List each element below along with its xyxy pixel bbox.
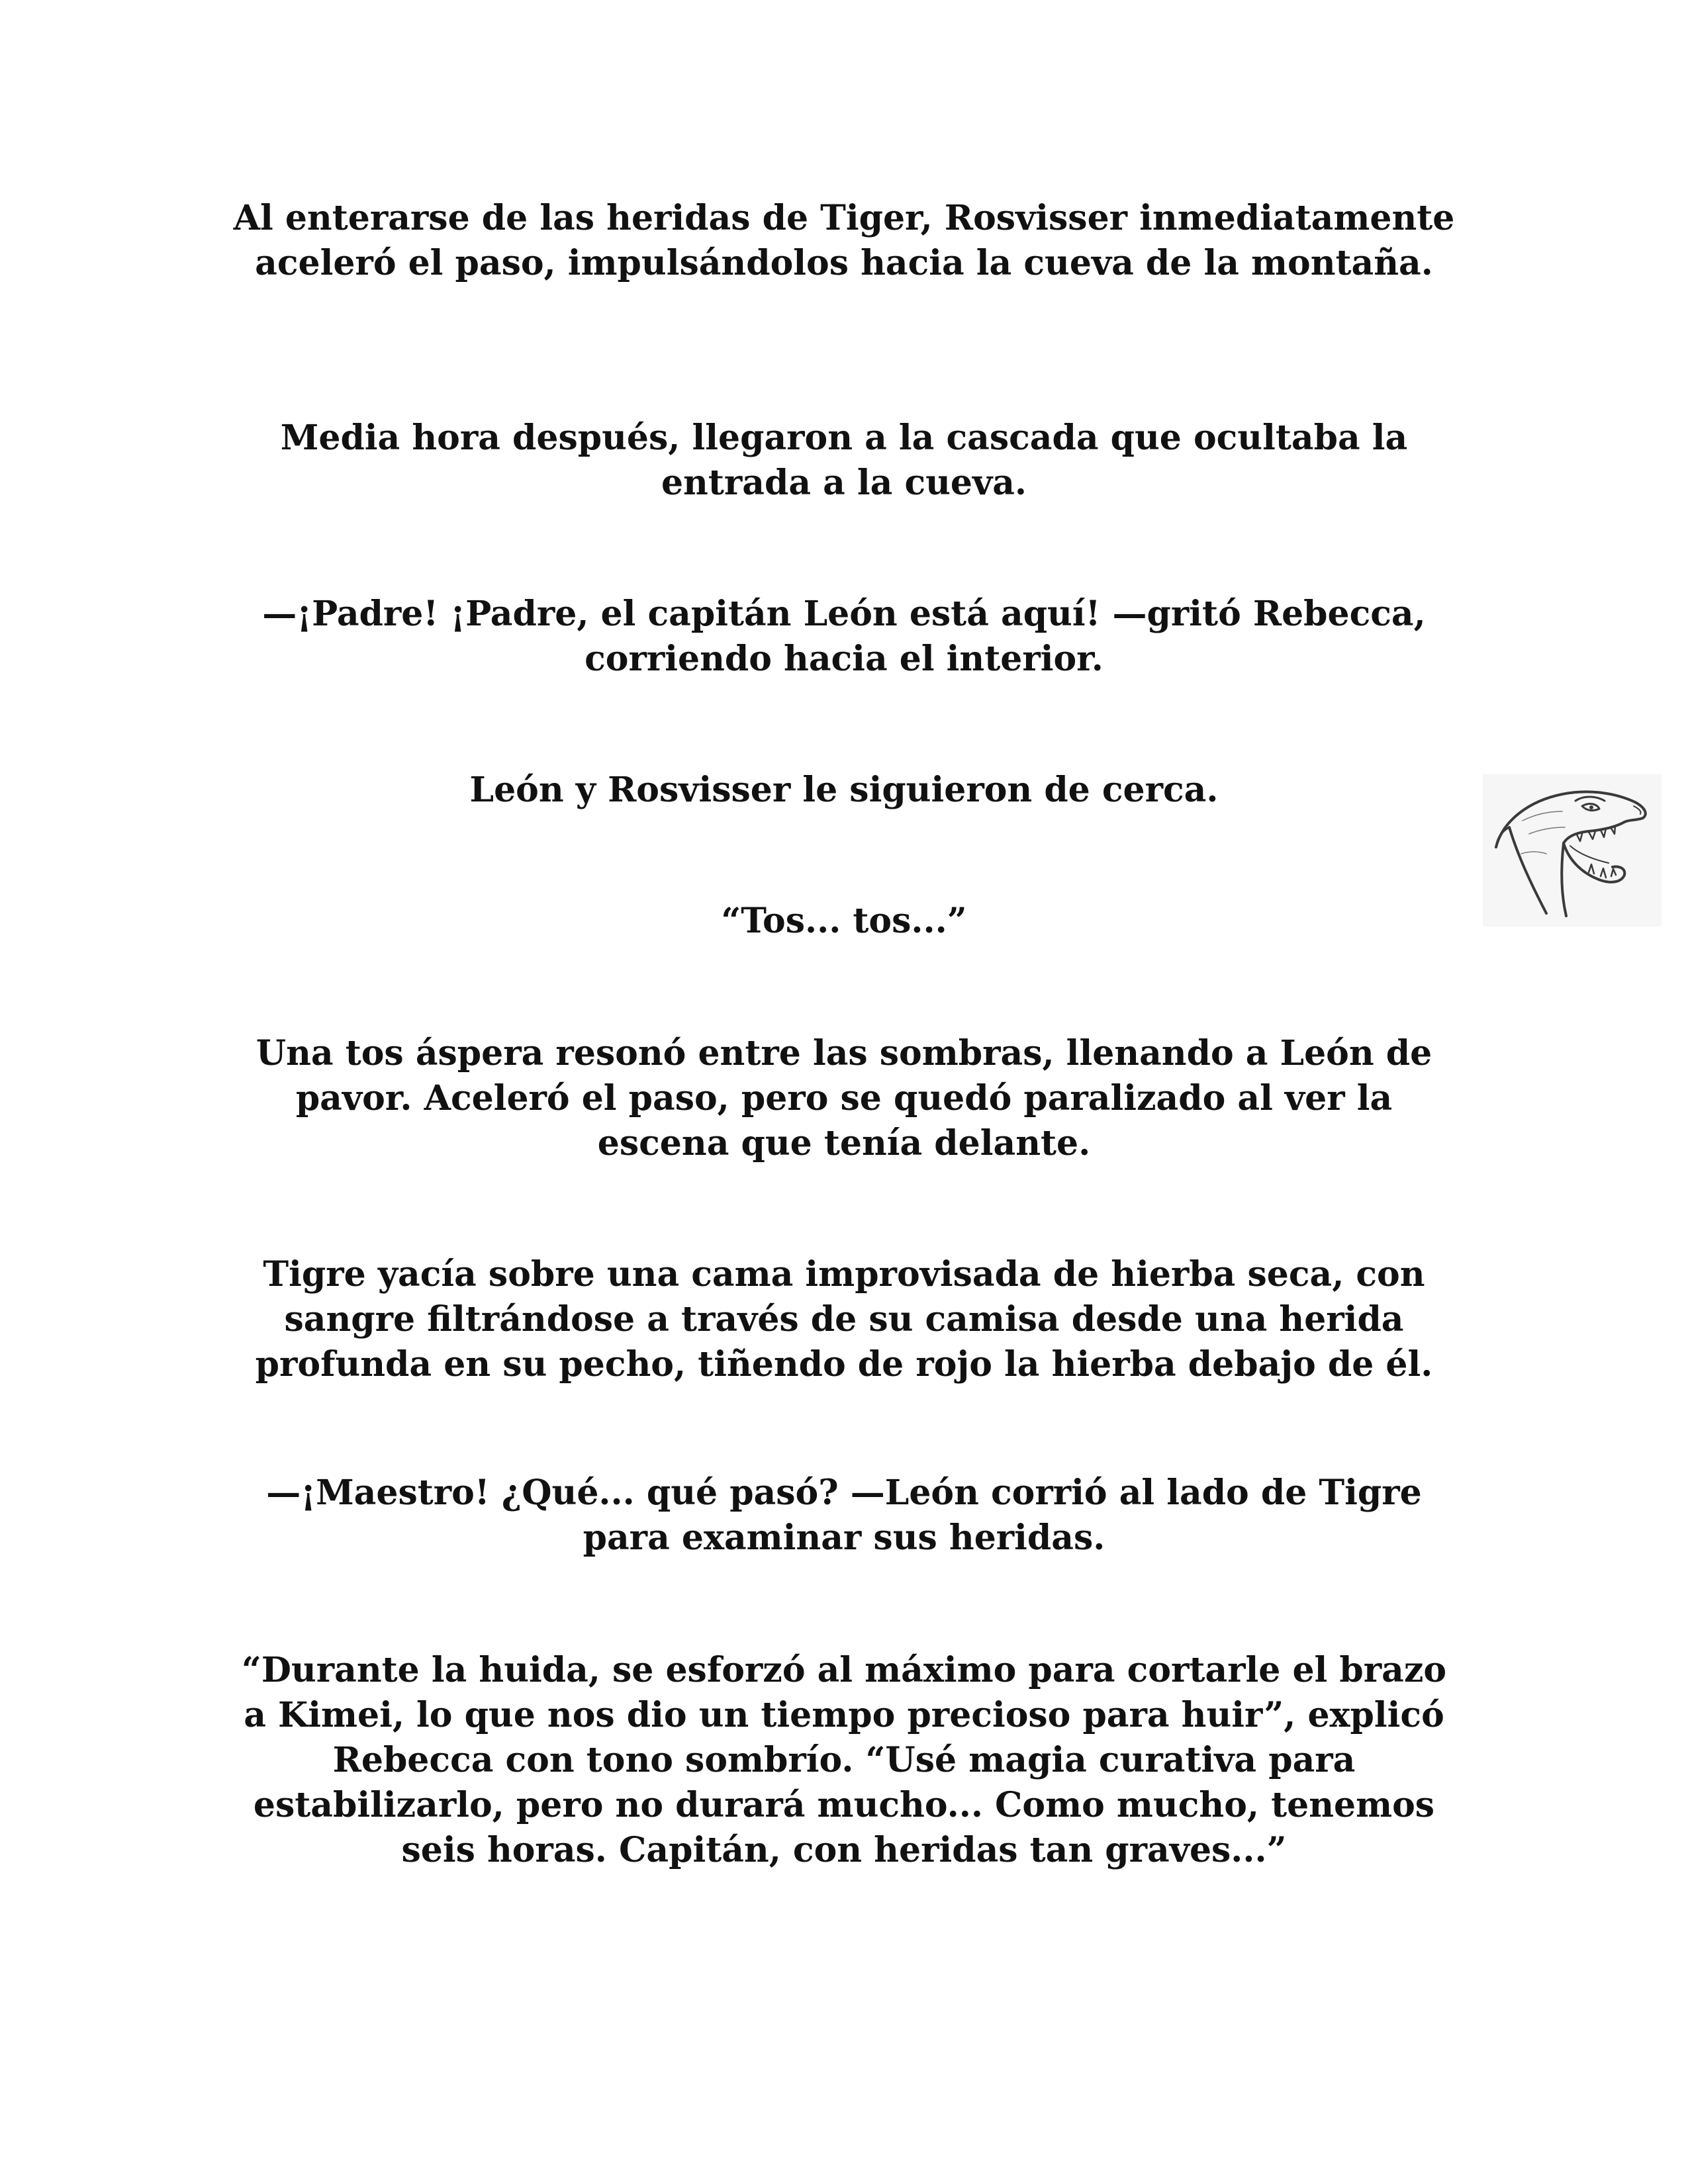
paragraph-3: —¡Padre! ¡Padre, el capitán León está aquí! —gritó Rebecca, corriendo hacia el interior.: [262, 594, 1426, 679]
paragraph-4: León y Rosvisser le siguieron de cerca.: [469, 770, 1219, 810]
paragraph-6: Una tos áspera resonó entre las sombras, llenando a León de pavor. Aceleró el paso, pero se quedó paralizado al ver la escena que tenía delante.: [256, 1033, 1432, 1163]
paragraph-7: Tigre yacía sobre una cama improvisada de hierba seca, con sangre filtrándose a través de su camisa desde una herida profunda en su pecho, tiñendo de rojo la hierba debajo de él.: [255, 1254, 1433, 1385]
paragraph-2: Media hora después, llegaron a la cascada que ocultaba la entrada a la cueva.: [280, 418, 1408, 503]
paragraph-9: “Durante la huida, se esforzó al máximo para cortarle el brazo a Kimei, lo que nos dio un tiempo precioso para huir”, explicó Rebecca con tono sombrío. “Usé magia curativa para estabilizarlo, pero no durará mucho... Como mucho, tenemos seis horas. Capitán, con heridas tan graves...”: [241, 1650, 1447, 1870]
paragraph-8: —¡Maestro! ¿Qué... qué pasó? —León corrió al lado de Tigre para examinar sus heridas.: [266, 1473, 1422, 1558]
dinosaur-head-sketch-icon: [1483, 774, 1662, 927]
paragraph-1: Al enterarse de las heridas de Tiger, Rosvisser inmediatamente aceleró el paso, impulsándolos hacia la cueva de la montaña.: [233, 198, 1455, 283]
paragraph-5: “Tos... tos...”: [721, 901, 967, 941]
